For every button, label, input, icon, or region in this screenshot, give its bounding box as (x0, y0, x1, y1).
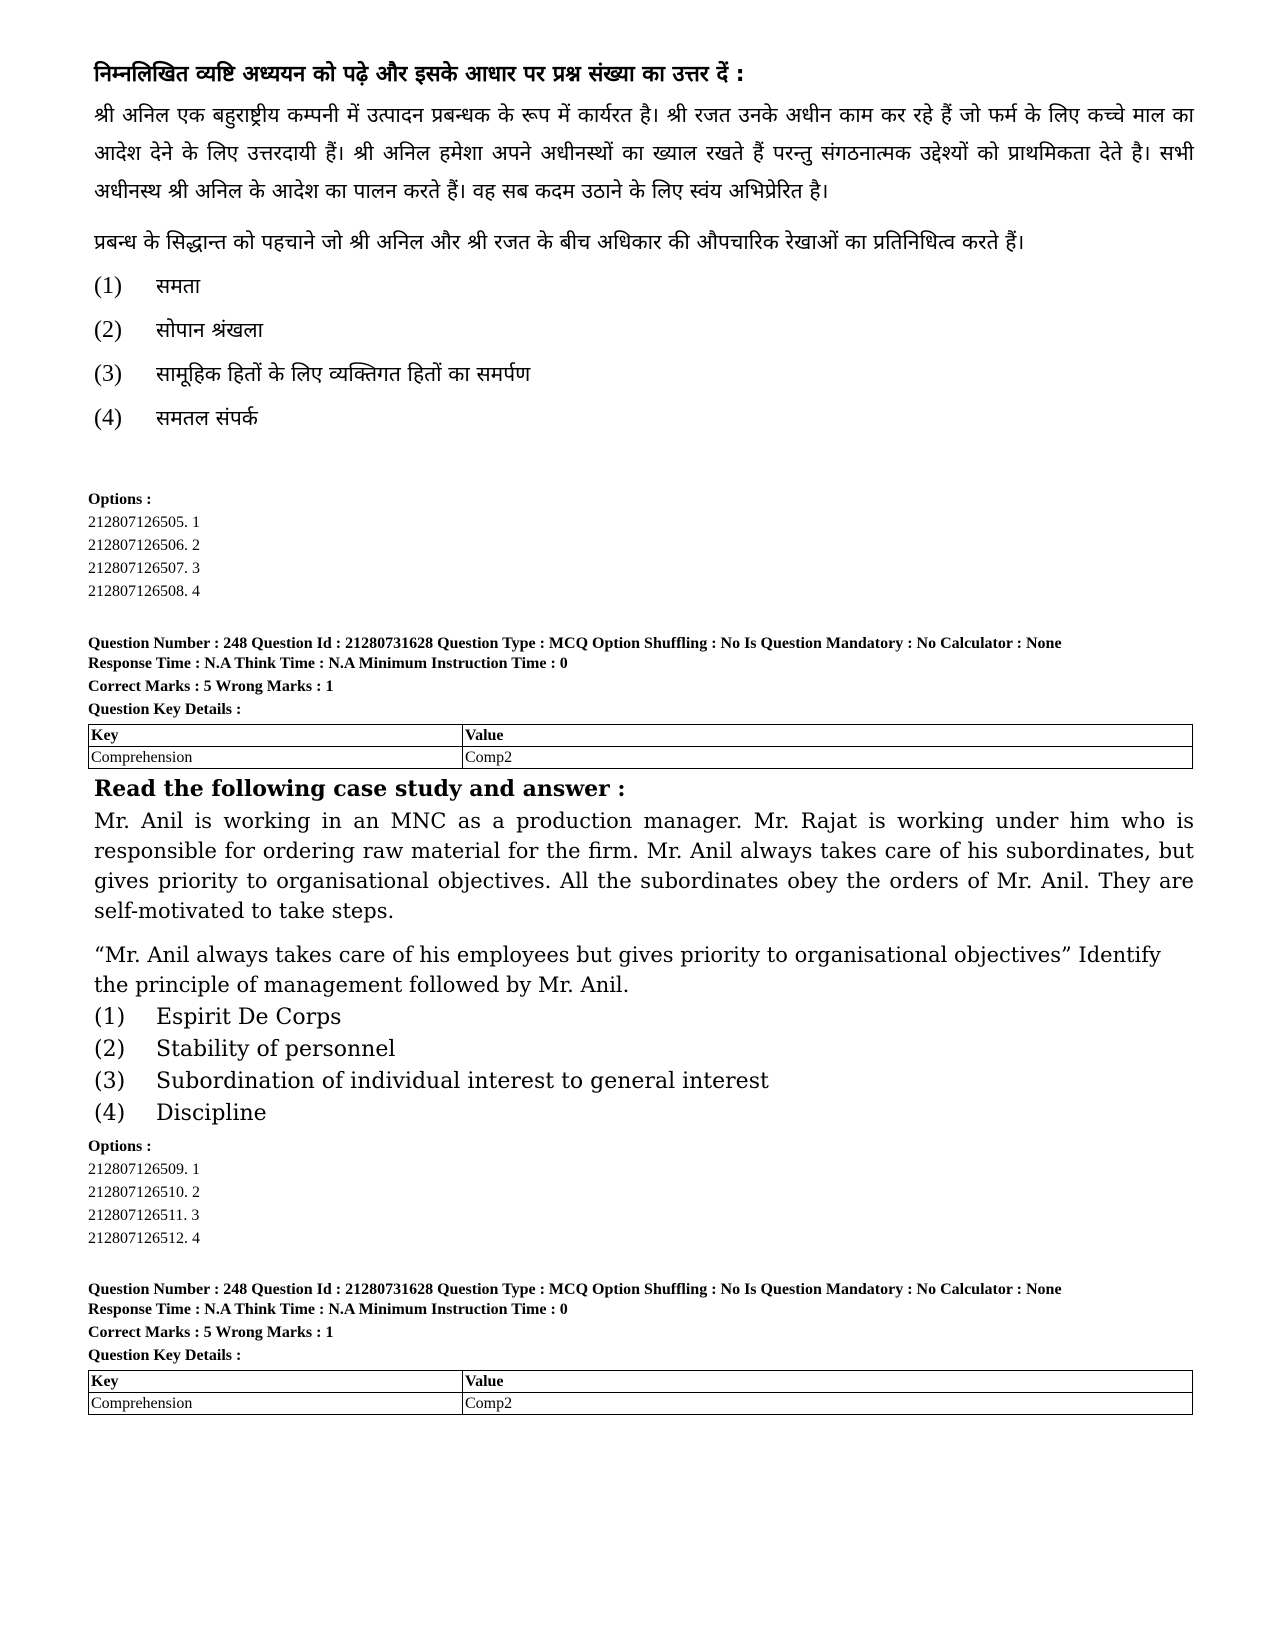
question-info-line: Question Number : 248 Question Id : 21280731628 Question Type : MCQ Option Shuffling : No Is Question Mandatory : No Calculator : None (88, 1281, 1062, 1298)
table-cell: Comp2 (463, 1393, 1193, 1415)
option-id: 212807126511. 3 (88, 1207, 200, 1224)
options-list (88, 1135, 200, 1250)
english-passage: Mr. Anil is working in an MNC as a production manager. Mr. Rajat is working under him who is responsible for ordering raw material for the firm. Mr. Anil always takes care of his subordinates, but gives priority to organisational objectives. All the subordinates obey the orders of Mr. Anil. They are self-motivated to take steps. (94, 809, 1194, 923)
english-choice (94, 1034, 1194, 1066)
options-title: Options : (88, 491, 152, 508)
table-cell: Comp2 (463, 747, 1193, 769)
hindi-choice (94, 264, 1194, 308)
choice-text: Discipline (156, 1101, 267, 1126)
choice-number: (4) (94, 405, 122, 431)
english-choice (94, 1066, 1194, 1098)
hindi-question: प्रबन्ध के सिद्धान्त को पहचाने जो श्री अनिल और श्री रजत के बीच अधिकार की औपचारिक रेखाओं का प्रतिनिधित्व करते हैं। (94, 230, 1025, 254)
table-header-cell: Key (89, 725, 463, 747)
options-list (88, 488, 200, 603)
option-id: 212807126505. 1 (88, 514, 200, 531)
hindi-choice (94, 308, 1194, 352)
table-row (89, 747, 1193, 769)
key-details-label: Question Key Details : (88, 1347, 242, 1364)
key-details-label: Question Key Details : (88, 701, 242, 718)
table-header-cell: Value (463, 1371, 1193, 1393)
english-heading: Read the following case study and answer : (94, 776, 626, 802)
choice-number: (2) (94, 1037, 126, 1062)
choice-text: सामूहिक हितों के लिए व्यक्तिगत हितों का समर्पण (156, 362, 531, 386)
choice-text: समतल संपर्क (156, 406, 258, 430)
question-key-table (88, 724, 1193, 769)
hindi-case-study (94, 60, 1194, 440)
english-choice (94, 1098, 1194, 1130)
choice-text: Espirit De Corps (156, 1005, 342, 1030)
table-cell: Comprehension (89, 1393, 463, 1415)
option-id: 212807126509. 1 (88, 1161, 200, 1178)
choice-number: (3) (94, 1069, 126, 1094)
marks-line: Correct Marks : 5 Wrong Marks : 1 (88, 1324, 334, 1341)
marks-line: Correct Marks : 5 Wrong Marks : 1 (88, 678, 334, 695)
timing-info-line: Response Time : N.A Think Time : N.A Minimum Instruction Time : 0 (88, 1301, 568, 1318)
question-key-table (88, 1370, 1193, 1415)
hindi-choice (94, 396, 1194, 440)
choice-text: Stability of personnel (156, 1037, 396, 1062)
choice-number: (1) (94, 273, 122, 299)
choice-number: (1) (94, 1005, 126, 1030)
question-info-line: Question Number : 248 Question Id : 21280731628 Question Type : MCQ Option Shuffling : No Is Question Mandatory : No Calculator : None (88, 635, 1062, 652)
choice-number: (2) (94, 317, 122, 343)
table-header-row (89, 725, 1193, 747)
option-id: 212807126510. 2 (88, 1184, 200, 1201)
choice-text: सोपान श्रंखला (156, 318, 264, 342)
question-meta (88, 634, 1188, 720)
options-title: Options : (88, 1138, 152, 1155)
hindi-choice (94, 352, 1194, 396)
option-id: 212807126506. 2 (88, 537, 200, 554)
choice-text: समता (156, 274, 201, 298)
choice-number: (4) (94, 1101, 126, 1126)
table-cell: Comprehension (89, 747, 463, 769)
hindi-passage: श्री अनिल एक बहुराष्ट्रीय कम्पनी में उत्पादन प्रबन्धक के रूप में कार्यरत है। श्री रजत उनके अधीन काम कर रहे हैं जो फर्म के लिए कच्चे माल का आदेश देने के लिए उत्तरदायी हैं। श्री अनिल हमेशा अपने अधीनस्थों का ख्याल रखते हैं परन्तु संगठनात्मक उद्देश्यों को प्राथमिकता देते है। सभी अधीनस्थ श्री अनिल के आदेश का पालन करते हैं। वह सब कदम उठाने के लिए स्वंय अभिप्रेरित है। (94, 103, 1194, 203)
option-id: 212807126512. 4 (88, 1230, 200, 1247)
question-meta (88, 1280, 1188, 1366)
table-header-cell: Key (89, 1371, 463, 1393)
table-header-cell: Value (463, 725, 1193, 747)
choice-number: (3) (94, 361, 122, 387)
choice-text: Subordination of individual interest to general interest (156, 1069, 769, 1094)
table-header-row (89, 1371, 1193, 1393)
english-question: “Mr. Anil always takes care of his employees but gives priority to organisational objectives” Identify the principle of management followed by Mr. Anil. (94, 943, 1161, 997)
option-id: 212807126508. 4 (88, 583, 200, 600)
hindi-heading: निम्नलिखित व्यष्टि अध्ययन को पढ़े और इसके आधार पर प्रश्न संख्या का उत्तर दें : (94, 62, 745, 87)
timing-info-line: Response Time : N.A Think Time : N.A Minimum Instruction Time : 0 (88, 655, 568, 672)
option-id: 212807126507. 3 (88, 560, 200, 577)
english-case-study (94, 772, 1194, 1130)
table-row (89, 1393, 1193, 1415)
english-choice (94, 1002, 1194, 1034)
